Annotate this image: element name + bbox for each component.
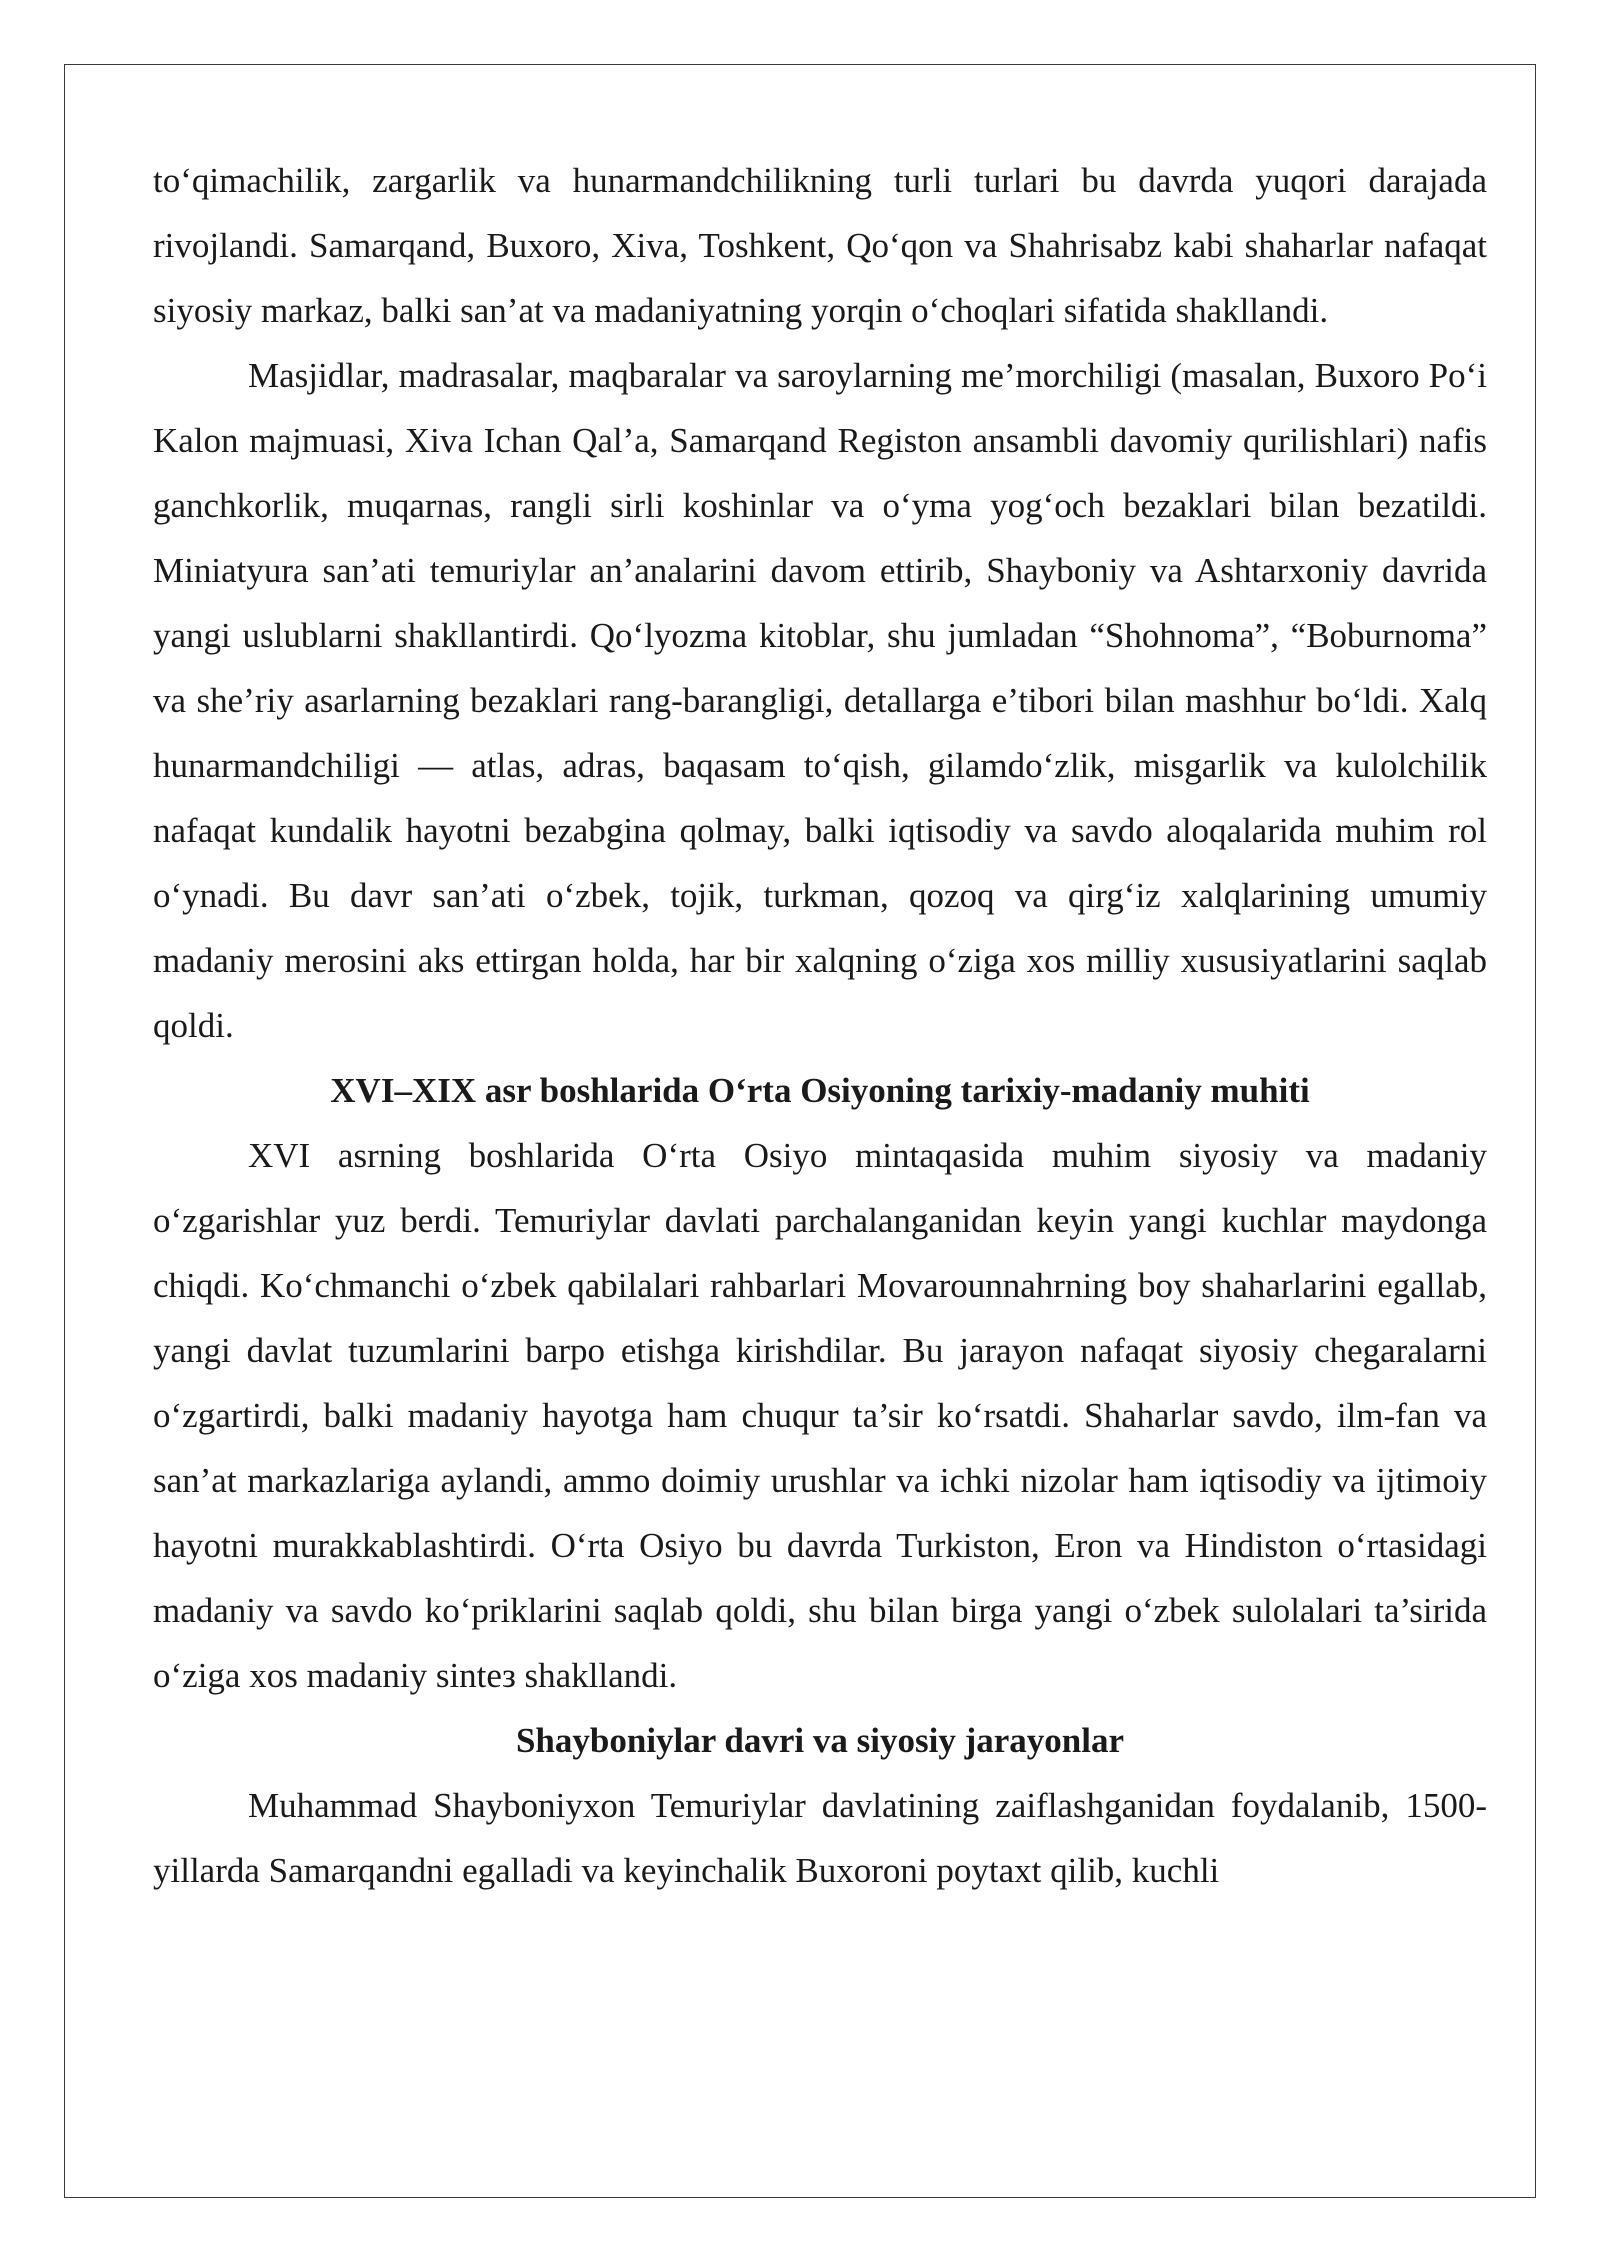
section-heading-shaybanid-period: Shayboniylar davri va siyosiy jarayonlar — [515, 1721, 1125, 1760]
paragraph-crafts-cities: to‘qimachilik, zargarlik va hunarmandchilikning turli turlari bu davrda yuqori darajada rivojlandi. Samarqand, Buxoro, Xiva, Toshkent, Qo‘qon va Shahrisabz kabi shaharlar nafaqat siyosiy markaz, balki san’at va madaniyatning yorqin o‘choqlari sifatida shakllandi. — [153, 161, 1487, 330]
paragraph-political-changes: XVI asrning boshlarida O‘rta Osiyo mintaqasida muhim siyosiy va madaniy o‘zgarishlar yuz berdi. Temuriylar davlati parchalanganidan keyin yangi kuchlar maydonga chiqdi. Ko‘chmanchi o‘zbek qabilalari rahbarlari Movarounnahrning boy shaharlarini egallab, yangi davlat tuzumlarini barpo etishga kirishdilar. Bu jarayon nafaqat siyosiy chegaralarni o‘zgartirdi, balki madaniy hayotga ham chuqur ta’sir ko‘rsatdi. Shaharlar savdo, ilm-fan va san’at markazlariga aylandi, ammo doimiy urushlar va ichki nizolar ham iqtisodiy va ijtimoiy hayotni murakkablashtirdi. O‘rta Osiyo bu davrda Turkiston, Eron va Hindiston o‘rtasidagi madaniy va savdo ko‘priklarini saqlab qoldi, shu bilan birga yangi o‘zbek sulolalari ta’sirida o‘ziga xos madaniy sinteз shakllandi. — [153, 1136, 1487, 1695]
section-heading-historical-cultural-environment: XVI–XIX asr boshlarida O‘rta Osiyoning tarixiy-madaniy muhiti — [330, 1071, 1310, 1110]
paragraph-muhammad-shaybani: Muhammad Shayboniyxon Temuriylar davlatining zaiflashganidan foydalanib, 1500-yillarda Samarqandni egalladi va keyinchalik Buxoroni poytaxt qilib, kuchli — [153, 1786, 1487, 1890]
document-body — [153, 148, 1487, 1903]
paragraph-architecture-art: Masjidlar, madrasalar, maqbaralar va saroylarning me’morchiligi (masalan, Buxoro Po‘i Kalon majmuasi, Xiva Ichan Qal’a, Samarqand Registon ansambli davomiy qurilishlari) nafis ganchkorlik, muqarnas, rangli sirli koshinlar va o‘yma yog‘och bezaklari bilan bezatildi. Miniatyura san’ati temuriylar an’analarini davom ettirib, Shayboniy va Ashtarxoniy davrida yangi uslublarni shakllantirdi. Qo‘lyozma kitoblar, shu jumladan “Shohnoma”, “Boburnoma” va she’riy asarlarning bezaklari rang-barangligi, detallarga e’tibori bilan mashhur bo‘ldi. Xalq hunarmandchiligi — atlas, adras, baqasam to‘qish, gilamdo‘zlik, misgarlik va kulolchilik nafaqat kundalik hayotni bezabgina qolmay, balki iqtisodiy va savdo aloqalarida muhim rol o‘ynadi. Bu davr san’ati o‘zbek, tojik, turkman, qozoq va qirg‘iz xalqlarining umumiy madaniy merosini aks ettirgan holda, har bir xalqning o‘ziga xos milliy xususiyatlarini saqlab qoldi. — [153, 356, 1487, 1045]
